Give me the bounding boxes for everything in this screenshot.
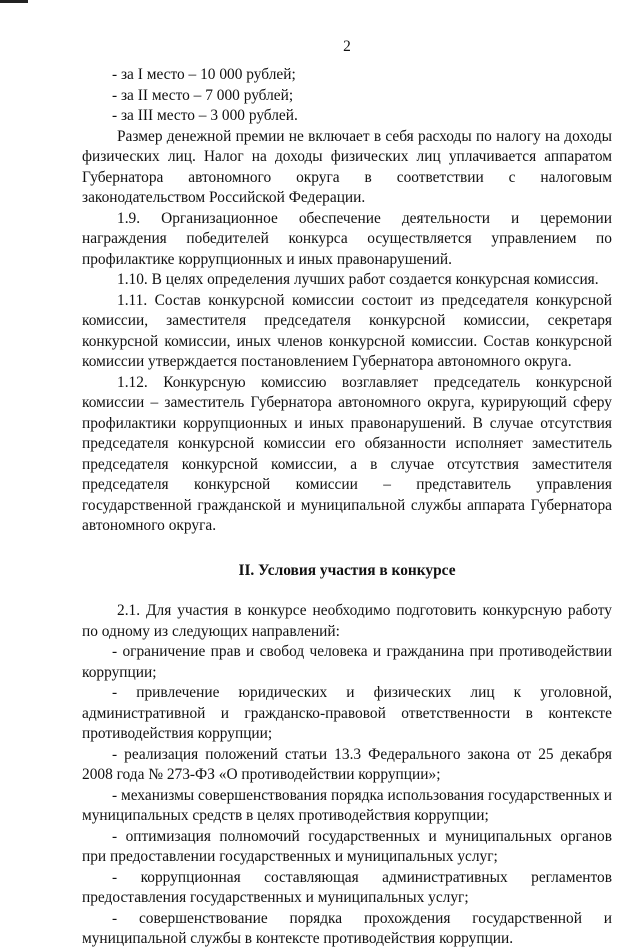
- clause-1-11: 1.11. Состав конкурсной комиссии состоит из председателя конкурсной комиссии, заместителя председателя конкурсной комиссии, секретаря конкурсной комиссии, иных членов конкурсной комиссии. Состав конкурсной комиссии утверждается постановлением Губернатора автономного округа.: [82, 291, 612, 370]
- direction-item: - оптимизация полномочий государственных и муниципальных органов при предоставлении государственных и муниципальных услуг;: [82, 827, 612, 865]
- direction-item: - ограничение прав и свобод человека и гражданина при противодействии коррупции;: [82, 643, 612, 681]
- clause-1-12: 1.12. Конкурсную комиссию возглавляет председатель конкурсной комиссии – заместитель Губернатора автономного округа, курирующий сферу профилактики коррупционных и иных правонарушений. В случае отсутствия председателя конкурсной комиссии его обязанности исполняет заместитель председателя конкурсной комиссии, а в случае отсутствия заместителя председателя конкурсной комиссии – представитель управления государственной гражданской и муниципальной службы аппарата Губернатора автономного округа.: [82, 373, 612, 534]
- prize-third-place: - за III место – 3 000 рублей.: [112, 107, 298, 124]
- direction-item: - реализация положений статьи 13.3 Федерального закона от 25 декабря 2008 года № 273-ФЗ «О противодействии коррупции»;: [82, 745, 612, 783]
- prize-second-place: - за II место – 7 000 рублей;: [112, 86, 294, 104]
- direction-item: - привлечение юридических и физических лиц к уголовной, административной и гражданско-правовой ответственности в контексте противодействия коррупции;: [82, 684, 612, 742]
- direction-item: - механизмы совершенствования порядка использования государственных и муниципальных средств в целях противодействия коррупции;: [82, 786, 612, 824]
- scan-corner-mark: [0, 0, 28, 3]
- prize-first-place: - за I место – 10 000 рублей;: [112, 66, 296, 83]
- section-title: II. Условия участия в конкурсе: [238, 561, 456, 579]
- clause-2-1: 2.1. Для участия в конкурсе необходимо подготовить конкурсную работу по одному из следующих направлений:: [82, 602, 612, 640]
- document-page: [82, 38, 612, 950]
- clause-1-9: 1.9. Организационное обеспечение деятельности и церемонии награждения победителей конкурса осуществляется управлением по профилактике коррупционных и иных правонарушений.: [82, 209, 612, 268]
- clause-1-10: 1.10. В целях определения лучших работ создается конкурсная комиссия.: [117, 271, 599, 288]
- page-number: 2: [343, 38, 351, 55]
- direction-item: - совершенствование порядка прохождения государственной и муниципальной службы в контексте противодействия коррупции.: [82, 909, 612, 947]
- prize-tax-paragraph: Размер денежной премии не включает в себя расходы по налогу на доходы физических лиц. Налог на доходы физических лиц уплачивается аппаратом Губернатора автономного округа в соответствии с налоговым законодательством Российской Федерации.: [82, 127, 612, 206]
- direction-item: - коррупционная составляющая административных регламентов предоставления государственных и муниципальных услуг;: [82, 868, 612, 906]
